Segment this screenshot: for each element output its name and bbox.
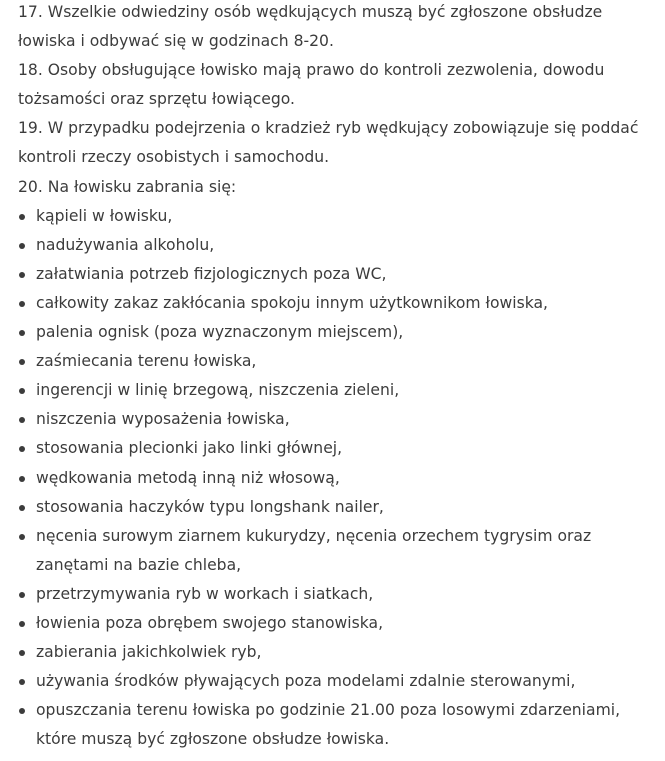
rule-text: W przypadku podejrzenia o kradzież ryb wędkujący zobowiązuje się poddać kontroli rzeczy osobistych i samochodu.	[18, 119, 639, 167]
bullet-icon	[19, 650, 25, 656]
rule-19	[18, 114, 655, 172]
list-item-text: wędkowania metodą inną niż włosową,	[36, 468, 340, 487]
bullet-icon	[19, 505, 25, 511]
list-item	[18, 493, 655, 522]
bullet-icon	[19, 388, 25, 394]
bullet-icon	[19, 446, 25, 452]
rule-text: Wszelkie odwiedziny osób wędkujących muszą być zgłoszone obsłudze łowiska i odbywać się w godzinach 8-20.	[18, 3, 603, 51]
list-item	[18, 318, 655, 347]
bullet-icon	[19, 417, 25, 423]
list-item	[18, 609, 655, 638]
numbered-rules	[18, 0, 655, 202]
list-item	[18, 405, 655, 434]
list-item-text: całkowity zakaz zakłócania spokoju innym użytkownikom łowiska,	[36, 293, 548, 312]
bullet-icon	[19, 534, 25, 540]
list-item-text: przetrzymywania ryb w workach i siatkach,	[36, 584, 374, 603]
list-item	[18, 667, 655, 696]
list-item-text: używania środków pływających poza modelami zdalnie sterowanymi,	[36, 672, 576, 691]
bullet-icon	[19, 476, 25, 482]
list-item	[18, 260, 655, 289]
prohibitions-list	[18, 202, 655, 755]
bullet-icon	[19, 679, 25, 685]
rule-number: 17.	[18, 3, 43, 21]
rule-20	[18, 173, 655, 202]
list-item-text: stosowania plecionki jako linki głównej,	[36, 439, 343, 458]
list-item	[18, 464, 655, 493]
rule-number: 18.	[18, 61, 43, 80]
list-item	[18, 580, 655, 609]
rule-number: 20.	[18, 177, 43, 196]
rule-text: Na łowisku zabrania się:	[47, 177, 237, 196]
bullet-icon	[19, 243, 25, 249]
bullet-icon	[19, 592, 25, 598]
list-item-text: zabierania jakichkolwiek ryb,	[36, 643, 262, 662]
list-item-text: łowienia poza obrębem swojego stanowiska,	[36, 613, 384, 632]
list-item-text: opuszczania terenu łowiska po godzinie 21.00 poza losowymi zdarzeniami, które muszą być zgłoszone obsłudze łowiska.	[36, 701, 621, 749]
list-item	[18, 638, 655, 667]
list-item-text: zaśmiecania terenu łowiska,	[36, 352, 257, 371]
list-item	[18, 696, 655, 754]
bullet-icon	[19, 214, 25, 220]
list-item-text: nęcenia surowym ziarnem kukurydzy, nęcenia orzechem tygrysim oraz zanętami na bazie chleba,	[36, 526, 592, 574]
rule-18	[18, 56, 655, 114]
bullet-icon	[19, 301, 25, 307]
list-item	[18, 202, 655, 231]
rule-number: 19.	[18, 119, 43, 138]
list-item-text: ingerencji w linię brzegową, niszczenia zieleni,	[36, 381, 400, 400]
bullet-icon	[19, 621, 25, 627]
list-item-text: nadużywania alkoholu,	[36, 235, 215, 254]
list-item	[18, 434, 655, 463]
list-item	[18, 376, 655, 405]
list-item-text: załatwiania potrzeb fizjologicznych poza WC,	[36, 264, 387, 283]
list-item-text: palenia ognisk (poza wyznaczonym miejscem),	[36, 323, 404, 342]
list-item-text: stosowania haczyków typu longshank nailer,	[36, 497, 384, 516]
bullet-icon	[19, 708, 25, 714]
bullet-icon	[19, 359, 25, 365]
rule-17	[18, 0, 655, 56]
bullet-icon	[19, 330, 25, 336]
list-item-text: kąpieli w łowisku,	[36, 206, 173, 225]
list-item-text: niszczenia wyposażenia łowiska,	[36, 410, 290, 429]
list-item	[18, 289, 655, 318]
list-item	[18, 231, 655, 260]
bullet-icon	[19, 272, 25, 278]
list-item	[18, 522, 655, 580]
list-item	[18, 347, 655, 376]
rule-text: Osoby obsługujące łowisko mają prawo do kontroli zezwolenia, dowodu tożsamości oraz sprzętu łowiącego.	[18, 61, 605, 109]
